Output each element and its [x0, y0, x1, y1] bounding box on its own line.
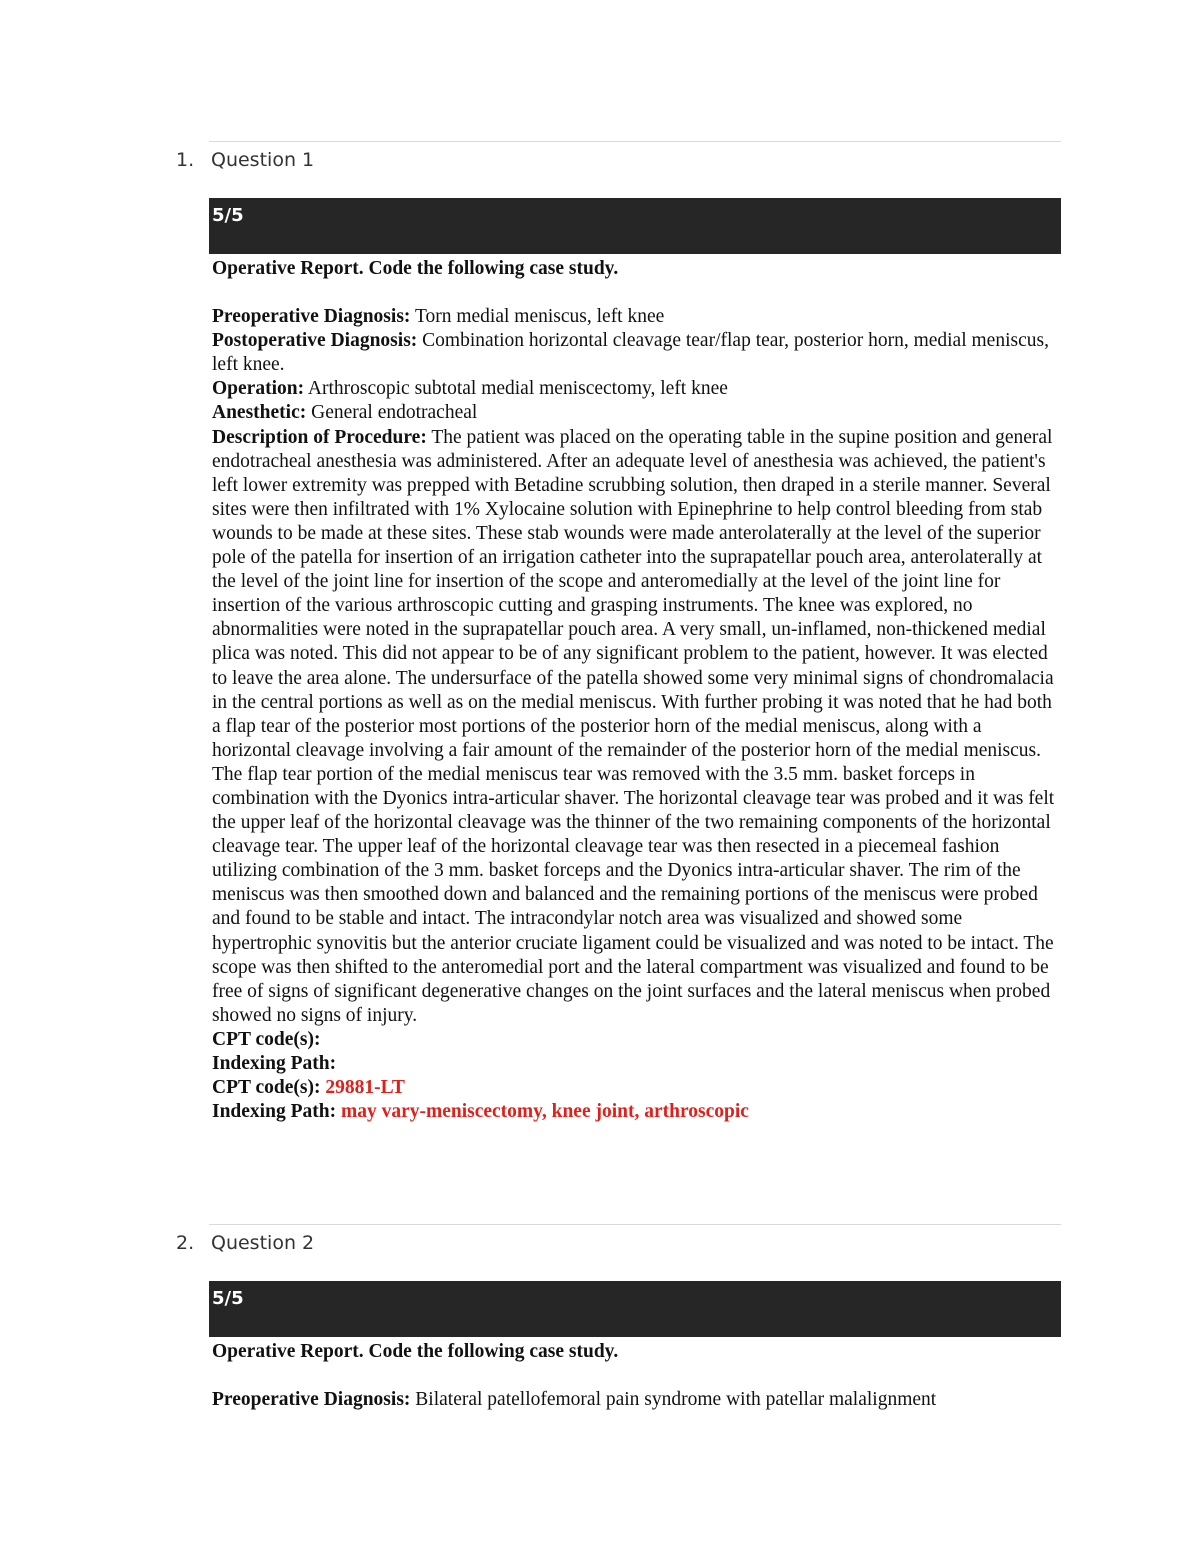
indexing-answer-line — [212, 1100, 1062, 1124]
score-value: 5/5 — [212, 1288, 244, 1309]
anesthetic-label: Anesthetic: — [212, 402, 307, 424]
question-divider — [209, 1224, 1061, 1225]
preop-diagnosis — [212, 1388, 1062, 1412]
question-header — [0, 1228, 1200, 1258]
preop-text: Torn medial meniscus, left knee — [414, 306, 665, 328]
question-intro: Operative Report. Code the following case study. — [212, 258, 619, 279]
score-bar — [209, 1281, 1061, 1337]
operation-label: Operation: — [212, 378, 305, 400]
postop-diagnosis — [212, 329, 1062, 377]
cpt-answer-label: CPT code(s): — [212, 1077, 321, 1099]
cpt-label: CPT code(s): — [212, 1028, 321, 1050]
anesthetic-text: General endotracheal — [311, 402, 478, 424]
description-label: Description of Procedure: — [212, 426, 427, 448]
cpt-answer-line — [212, 1076, 1062, 1100]
indexing-answer: may vary-meniscectomy, knee joint, arthroscopic — [340, 1101, 749, 1123]
preop-diagnosis — [212, 305, 1062, 329]
score-value: 5/5 — [212, 205, 244, 226]
question-number: 2. — [176, 1232, 195, 1254]
postop-text: Combination horizontal cleavage tear/flap tear, posterior horn, medial meniscus, left knee. — [212, 330, 1049, 376]
indexing-answer-label: Indexing Path: — [212, 1101, 337, 1123]
preop-label: Preoperative Diagnosis: — [212, 306, 411, 328]
procedure-description — [212, 426, 1062, 1028]
operation — [212, 377, 1062, 401]
question-number: 1. — [176, 149, 195, 171]
indexing-label: Indexing Path: — [212, 1053, 337, 1074]
question-title: Question 2 — [211, 1232, 315, 1254]
question-title: Question 1 — [211, 149, 315, 171]
preop-text: Bilateral patellofemoral pain syndrome with patellar malalignment — [415, 1389, 937, 1411]
question-content — [212, 257, 1062, 1124]
question-intro: Operative Report. Code the following case study. — [212, 1341, 619, 1362]
preop-label: Preoperative Diagnosis: — [212, 1389, 411, 1411]
description-text: The patient was placed on the operating table in the supine position and general endotracheal anesthesia was administered. After an adequate level of anesthesia was achieved, the patient's left lower extremity was prepped with Betadine scrubbing solution, then draped in a sterile manner. Several sites were then infiltrated with 1% Xylocaine solution with Epinephrine to help control bleeding from stab wounds to be made at these sites. These stab wounds were made anterolaterally at the level of the superior pole of the patella for insertion of an irrigation catheter into the suprapatellar pouch area, anterolaterally at the level of the joint line for insertion of the scope and anteromedially at the level of the joint line for insertion of the various arthroscopic cutting and grasping instruments. The knee was explored, no abnormalities were noted in the suprapatellar pouch area. A very small, un-inflamed, non-thickened medial plica was noted. This did not appear to be of any significant problem to the patient, however. It was elected to leave the area alone. The undersurface of the patella showed some very minimal signs of chondromalacia in the central portions as well as on the medial meniscus. With further probing it was noted that he had both a flap tear of the posterior most portions of the posterior horn of the medial meniscus, along with a horizontal cleavage involving a fair amount of the remainder of the posterior horn of the medial meniscus. The flap tear portion of the medial meniscus tear was removed with the 3.5 mm. basket forceps in combination with the Dyonics intra-articular shaver. The horizontal cleavage tear was probed and it was felt the upper leaf of the horizontal cleavage was the thinner of the two remaining components of the horizontal cleavage tear. The upper leaf of the horizontal cleavage tear was then resected in a piecemeal fashion utilizing combination of the 3 mm. basket forceps and the Dyonics intra-articular shaver. The rim of the meniscus was then smoothed down and balanced and the remaining portions of the meniscus were probed and found to be stable and intact. The intracondylar notch area was visualized and showed some hypertrophic synovitis but the anterior cruciate ligament could be visualized and was noted to be intact. The scope was then shifted to the anteromedial port and the lateral compartment was visualized and found to be free of signs of significant degenerative changes on the joint surfaces and the lateral meniscus when probed showed no signs of injury. — [212, 426, 1055, 1026]
anesthetic — [212, 401, 1062, 425]
cpt-answer: 29881-LT — [325, 1077, 405, 1099]
score-bar — [209, 198, 1061, 254]
postop-label: Postoperative Diagnosis: — [212, 330, 418, 352]
question-content — [212, 1340, 1062, 1412]
question-divider — [209, 141, 1061, 142]
question-header — [0, 145, 1200, 175]
operation-text: Arthroscopic subtotal medial meniscectomy, left knee — [307, 378, 728, 400]
